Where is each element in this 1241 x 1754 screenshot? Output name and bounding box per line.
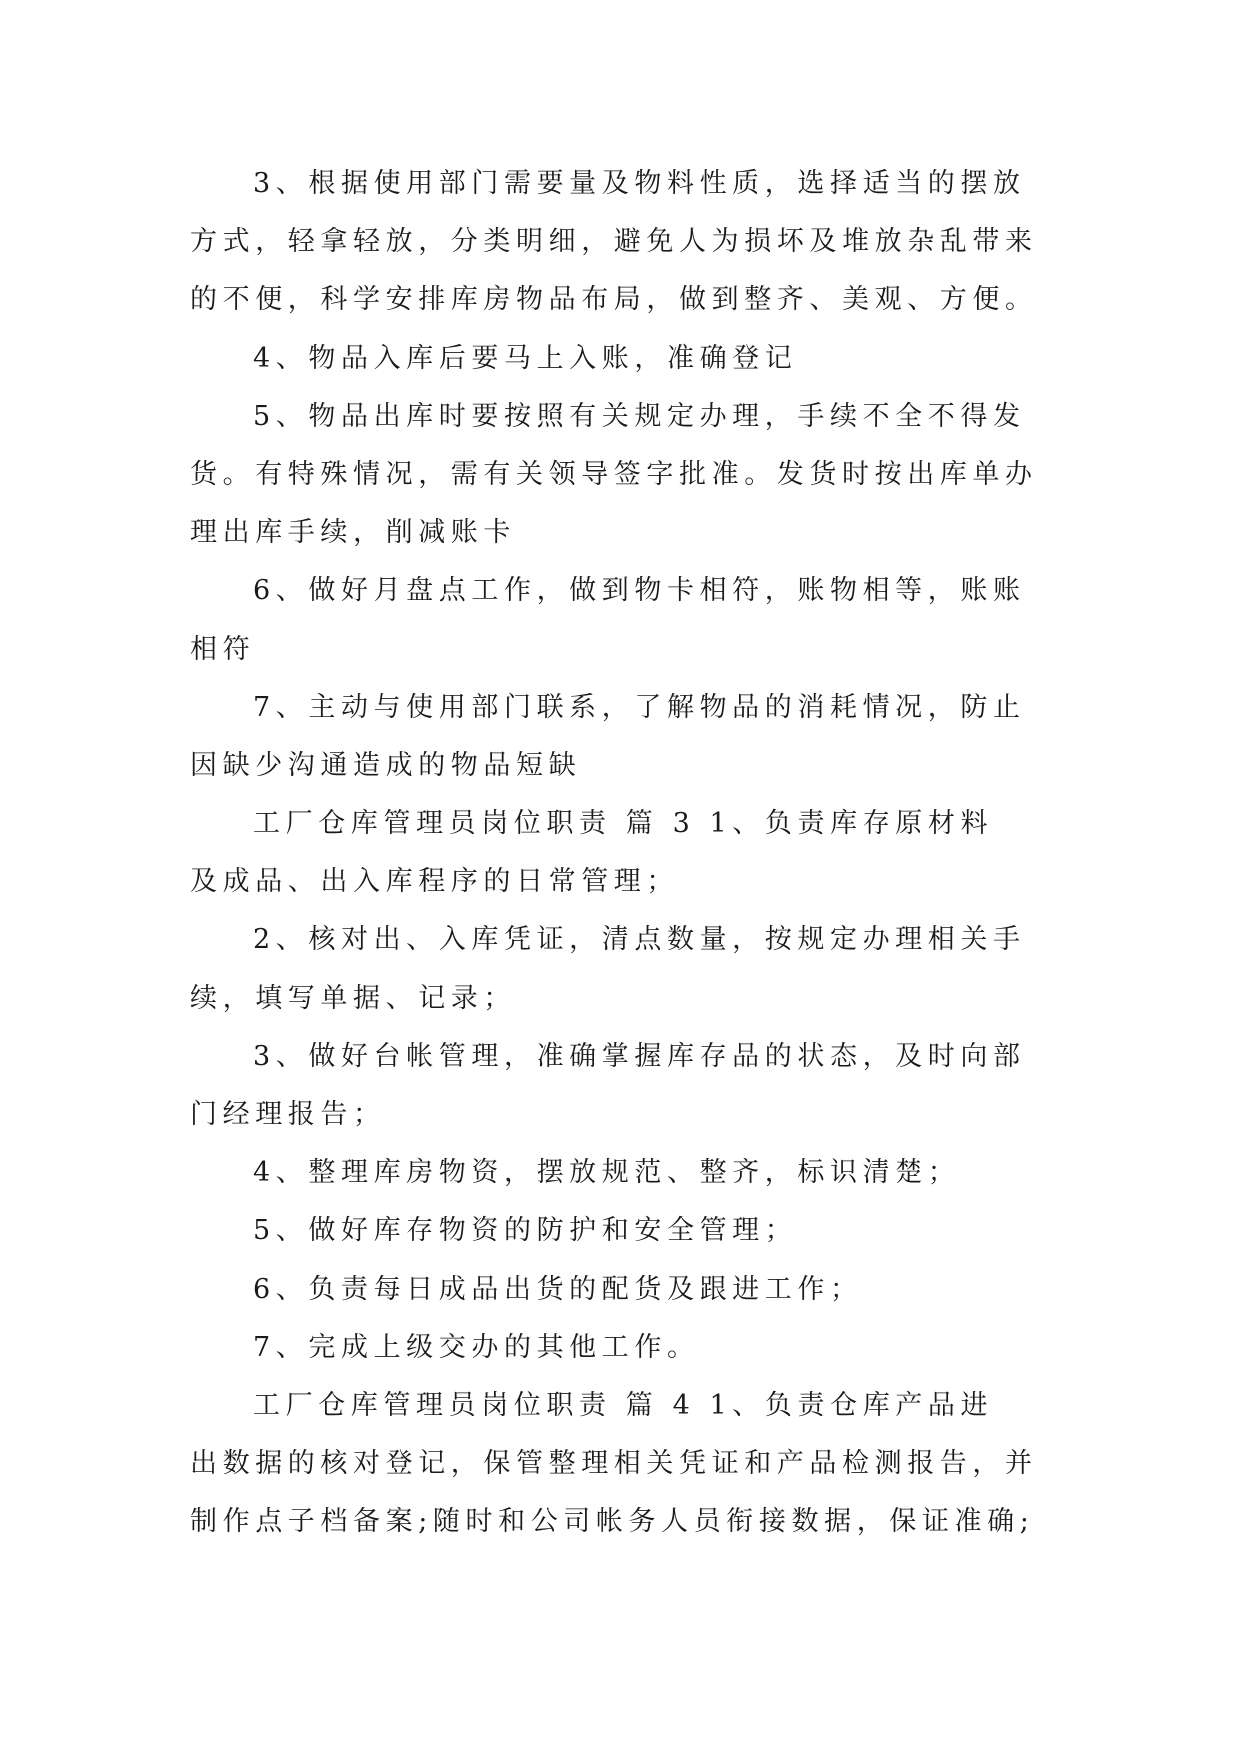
text-line: 6、负责每日成品出货的配货及跟进工作； [253, 1273, 863, 1305]
text-line: 5、做好库存物资的防护和安全管理； [253, 1215, 798, 1247]
text-line: 7、完成上级交办的其他工作。 [253, 1331, 700, 1363]
text-line: 5、物品出库时要按照有关规定办理，手续不全不得发 [253, 400, 1026, 432]
text-line: 续，填写单据、记录； [190, 982, 516, 1014]
text-line: 相符 [190, 633, 256, 665]
text-line: 制作点子档备案;随时和公司帐务人员衔接数据，保证准确; [190, 1506, 1035, 1538]
text-line: 因缺少沟通造成的物品短缺 [190, 749, 582, 781]
text-line: 出数据的核对登记，保管整理相关凭证和产品检测报告，并 [190, 1448, 1038, 1480]
text-line: 2、核对出、入库凭证，清点数量，按规定办理相关手 [253, 924, 1026, 956]
text-line: 3、做好台帐管理，准确掌握库存品的状态，及时向部 [253, 1040, 1026, 1072]
text-line: 4、物品入库后要马上入账，准确登记 [253, 342, 798, 374]
text-line: 门经理报告； [190, 1099, 386, 1130]
text-line: 的不便，科学安排库房物品布局，做到整齐、美观、方便。 [190, 284, 1038, 316]
text-line: 及成品、出入库程序的日常管理； [190, 866, 679, 898]
text-line: 工厂仓库管理员岗位职责 篇 3 1、负责库存原材料 [253, 808, 994, 840]
text-line: 3、根据使用部门需要量及物料性质，选择适当的摆放 [253, 168, 1026, 199]
text-line: 工厂仓库管理员岗位职责 篇 4 1、负责仓库产品进 [253, 1389, 994, 1421]
text-line: 6、做好月盘点工作，做到物卡相符，账物相等，账账 [253, 575, 1026, 607]
text-line: 货。有特殊情况，需有关领导签字批准。发货时按出库单办 [190, 458, 1038, 490]
text-line: 理出库手续，削减账卡 [190, 517, 516, 549]
document-body [190, 155, 1060, 1552]
text-line: 方式，轻拿轻放，分类明细，避免人为损坏及堆放杂乱带来 [190, 226, 1038, 258]
text-line: 7、主动与使用部门联系，了解物品的消耗情况，防止 [253, 691, 1026, 723]
text-line: 4、整理库房物资，摆放规范、整齐，标识清楚； [253, 1157, 961, 1189]
